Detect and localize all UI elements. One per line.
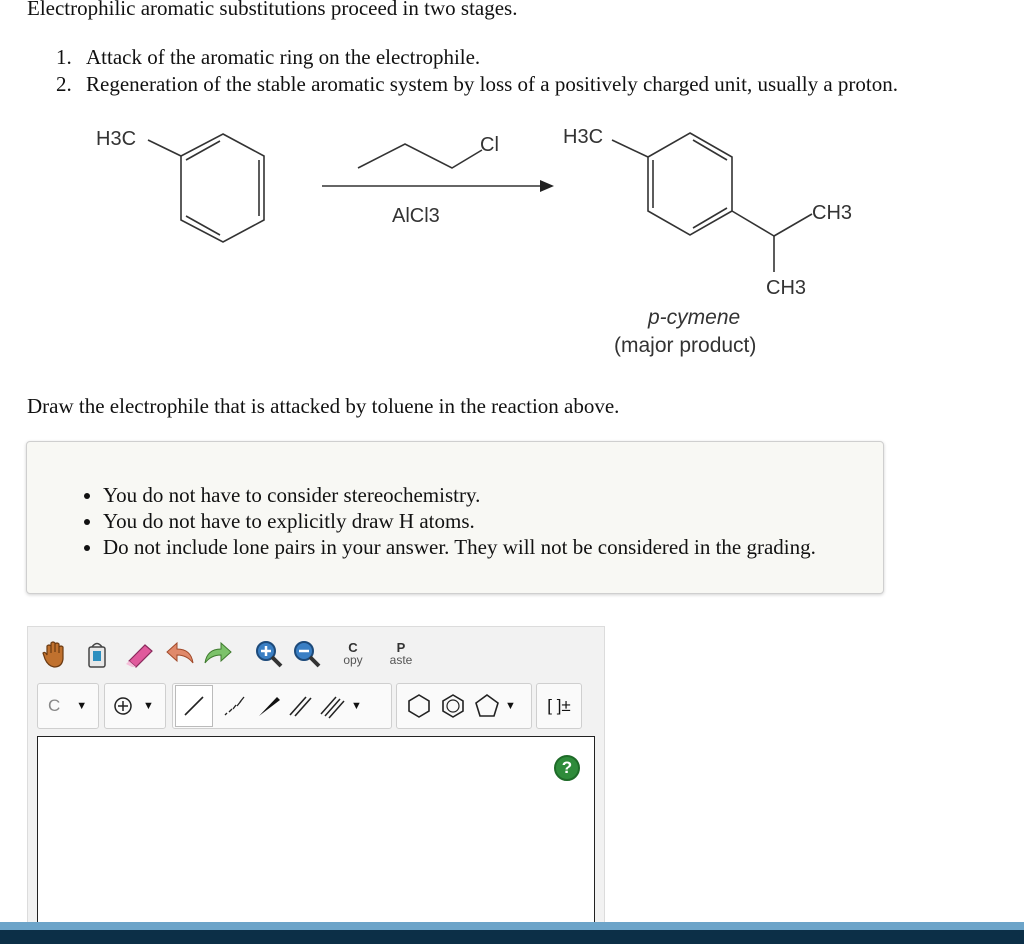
chevron-down-icon[interactable]: ▼ — [351, 700, 362, 712]
product-ch3-label: CH3 — [812, 202, 853, 224]
hand-icon — [41, 639, 69, 669]
redo-button[interactable] — [200, 635, 234, 673]
step-item: 2. Regeneration of the stable aromatic system by loss of a positively charged unit, usually a proton. — [56, 72, 899, 96]
chevron-down-icon: ▼ — [76, 700, 88, 712]
instructions-box — [26, 441, 884, 594]
double-bond-icon[interactable] — [287, 693, 313, 719]
undo-icon — [165, 639, 197, 669]
paste-button[interactable]: P aste — [389, 640, 413, 667]
chlorine-label: Cl — [480, 134, 499, 156]
eraser-button[interactable] — [122, 635, 156, 673]
undo-button[interactable] — [164, 635, 198, 673]
reactant-methyl-label: H3C — [96, 128, 137, 150]
arrow-head — [540, 180, 554, 192]
zoom-out-icon — [292, 639, 322, 669]
copy-button[interactable]: C opy — [343, 640, 363, 667]
cyclopentane-icon[interactable] — [473, 692, 501, 720]
cymene-ring — [648, 133, 732, 235]
zoom-in-icon — [254, 639, 284, 669]
product-name: p-cymene — [648, 306, 741, 329]
chevron-down-icon[interactable]: ▼ — [505, 700, 516, 712]
ring-tools — [396, 683, 532, 729]
product-note: (major product) — [614, 334, 757, 357]
list-item: • You do not have to consider stereochemistry. — [103, 482, 816, 508]
benzene-icon[interactable] — [439, 692, 467, 720]
list-item: • You do not have to explicitly draw H atoms. — [103, 508, 816, 534]
question-text: Draw the electrophile that is attacked by toluene in the reaction above. — [27, 394, 620, 418]
drawing-canvas[interactable] — [37, 736, 595, 926]
wedge-bond-icon[interactable] — [255, 693, 281, 719]
step-item: 1. Attack of the aromatic ring on the electrophile. — [56, 45, 481, 69]
bracket-button[interactable] — [536, 683, 582, 729]
instructions-list — [81, 482, 816, 560]
bond-tools — [172, 683, 392, 729]
propyl-chain — [358, 144, 482, 168]
single-bond-button[interactable] — [175, 685, 213, 727]
reaction-scheme — [0, 110, 1024, 370]
zoom-in-button[interactable] — [252, 635, 286, 673]
bottom-bar — [0, 922, 1024, 944]
steps-list — [56, 44, 898, 98]
chevron-down-icon: ▼ — [143, 700, 154, 712]
toluene-ring — [181, 134, 264, 242]
product-ch3-label: CH3 — [766, 277, 807, 299]
trash-can-icon — [84, 639, 110, 669]
help-button[interactable]: ? — [554, 755, 580, 781]
eraser-icon — [123, 639, 155, 669]
catalyst-label: AlCl3 — [392, 205, 440, 227]
clear-button[interactable] — [80, 635, 114, 673]
element-label: C — [48, 696, 61, 715]
product-methyl-label: H3C — [563, 126, 604, 148]
charge-selector[interactable] — [104, 683, 166, 729]
single-bond-icon — [181, 693, 207, 719]
hand-tool-button[interactable] — [38, 635, 72, 673]
redo-icon — [201, 639, 233, 669]
bracket-label: [ ]± — [547, 696, 571, 715]
list-item: • Do not include lone pairs in your answer. They will not be considered in the grading. — [103, 534, 816, 560]
triple-bond-icon[interactable] — [319, 693, 345, 719]
intro-text: Electrophilic aromatic substitutions proceed in two stages. — [27, 0, 518, 20]
element-selector[interactable] — [37, 683, 99, 729]
zoom-out-button[interactable] — [290, 635, 324, 673]
hashed-bond-icon[interactable] — [221, 693, 247, 719]
plus-charge-icon — [113, 696, 133, 716]
molecule-editor — [27, 626, 605, 926]
cyclohexane-icon[interactable] — [405, 692, 433, 720]
